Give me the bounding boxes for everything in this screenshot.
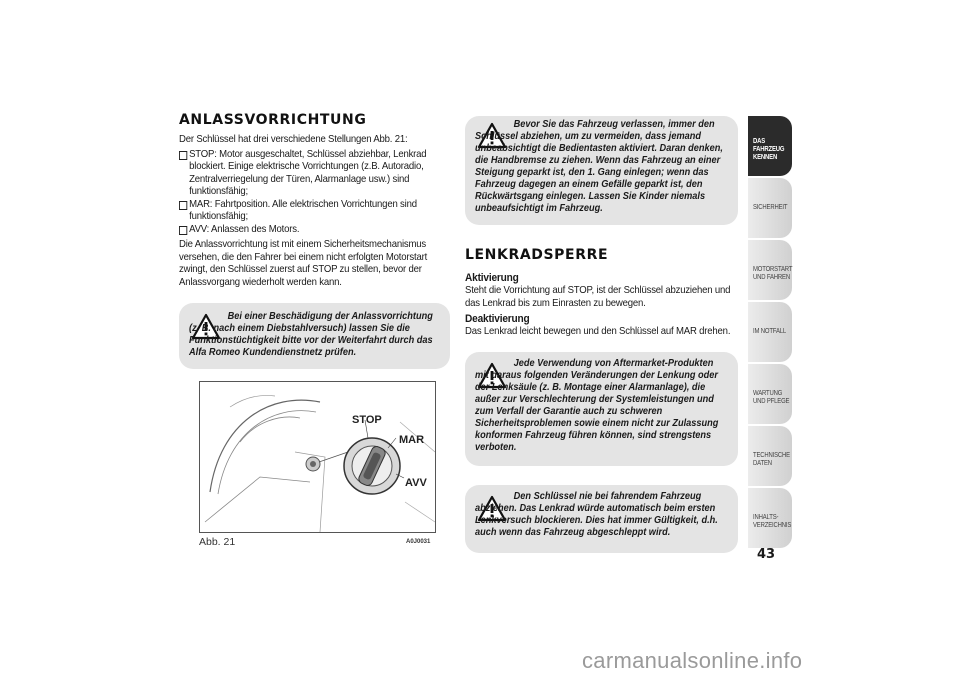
warning-box-damage (179, 303, 450, 369)
subheading-deaktivierung: Deaktivierung (465, 313, 530, 325)
right-body (465, 271, 740, 339)
tab-label: DAS FAHRZEUG KENNEN (753, 138, 785, 161)
tab-label: IM NOTFALL (753, 328, 787, 335)
figure-code: A0J0031 (406, 539, 431, 545)
left-column (179, 112, 457, 369)
tab-label: INHALTS-VERZEICHNIS (753, 514, 792, 529)
tab-inhaltsverzeichnis[interactable] (748, 488, 792, 548)
left-body (179, 134, 455, 289)
warning-text-aftermarket: Jede Verwendung von Aftermarket-Produkten mit daraus folgenden Veränderungen der Lenkung oder der Lenksäule (z. B. Montage einer Alarmanlage), die außer zur Verschlechterung der Systemleistungen und zum Verfall der Garantie auch zu schweren Sicherheitsproblemen sowie einem nicht zur Zulassung konformen Fahrzeug führen können, sind strengstens verboten. (475, 357, 719, 453)
figure-label-stop: STOP (352, 414, 382, 426)
position-list (179, 149, 455, 237)
page-number: 43 (757, 547, 776, 562)
security-paragraph: Die Anlassvorrichtung ist mit einem Sicherheitsmechanismus versehen, die den Fahrer bei einem nicht erfolgten Motorstart zwingt, den Schlüssel zuerst auf STOP zu stellen, bevor der Anlassvorgang wiederholt werden kann. (179, 239, 428, 288)
tab-motorstart[interactable] (748, 240, 792, 300)
section-title-lenkradsperre: LENKRADSPERRE (465, 247, 609, 263)
tab-sicherheit[interactable] (748, 178, 792, 238)
tab-technische-daten[interactable] (748, 426, 792, 486)
figure-label-mar: MAR (399, 434, 425, 446)
subheading-aktivierung: Aktivierung (465, 272, 519, 284)
list-item-mar: MAR: Fahrtposition. Alle elektrischen Vorrichtungen sind funktionsfähig; (179, 199, 455, 224)
text-deaktivierung: Das Lenkrad leicht bewegen und den Schlüssel auf MAR drehen. (465, 326, 731, 337)
chapter-sidebar (748, 116, 792, 550)
intro-text: Der Schlüssel hat drei verschiedene Stellungen Abb. 21: (179, 134, 408, 145)
tab-wartung[interactable] (748, 364, 792, 424)
figure-caption: Abb. 21 (199, 536, 236, 548)
ignition-figure (199, 381, 436, 533)
tab-label: WARTUNG UND PFLEGE (753, 390, 790, 405)
right-column (465, 116, 742, 553)
tab-label: TECHNISCHE DATEN (753, 452, 790, 467)
warning-box-key (465, 485, 738, 553)
text-aktivierung: Steht die Vorrichtung auf STOP, ist der Schlüssel abzuziehen und das Lenkrad bis zum Einrasten zu bewegen. (465, 285, 731, 309)
warning-text-key: Den Schlüssel nie bei fahrendem Fahrzeug abziehen. Das Lenkrad würde automatisch beim ersten Lenkversuch blockieren. Dies hat immer Gültigkeit, d.h. auch wenn das Fahrzeug abgeschleppt wird. (475, 490, 718, 538)
ignition-illustration (200, 382, 436, 533)
section-title-anlassvorrichtung: ANLASSVORRICHTUNG (179, 112, 367, 128)
tab-fahrzeug-kennen[interactable] (748, 116, 792, 176)
warning-text-damage: Bei einer Beschädigung der Anlassvorrichtung (z. B. nach einem Diebstahlversuch) lassen Sie die Funktionstüchtigkeit bitte vor der Weiterfahrt durch das Alfa Romeo Kundendienstnetz prüfen. (189, 311, 433, 358)
tab-label: MOTORSTART UND FAHREN (753, 266, 793, 281)
warning-text-leaving: Bevor Sie das Fahrzeug verlassen, immer den Schlüssel abziehen, um zu vermeiden, dass jemand unbeabsichtigt die Bedientasten aktiviert. Daran denken, die Handbremse zu ziehen. Wenn das Fahrzeug an einer Steigung geparkt ist, den 1. Gang einlegen; wenn das Fahrzeug dagegen an einem Gefälle geparkt ist, den Rückwärtsgang einlegen. Lassen Sie Kinder niemals unbeaufsichtigt im Fahrzeug. (475, 119, 723, 214)
figure-label-avv: AVV (405, 477, 427, 489)
tab-label: SICHERHEIT (753, 204, 788, 211)
warning-box-leaving (465, 116, 738, 225)
watermark: carmanualsonline.info (582, 648, 803, 673)
list-item-avv: AVV: Anlassen des Motors. (179, 224, 455, 237)
tab-notfall[interactable] (748, 302, 792, 362)
warning-box-aftermarket (465, 352, 738, 466)
list-item-stop: STOP: Motor ausgeschaltet, Schlüssel abziehbar, Lenkrad blockiert. Einige elektrische Vorrichtungen (z.B. Autoradio, Zentralverriegelung der Türen, Alarmanlage usw.) sind funktionsfähig; (179, 149, 455, 199)
